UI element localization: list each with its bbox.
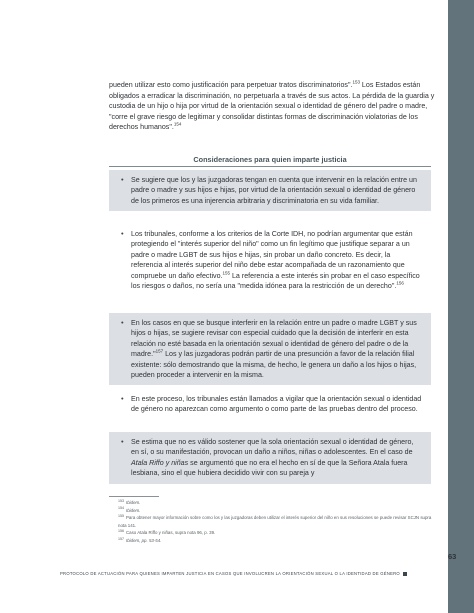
bullet-icon: • bbox=[121, 229, 124, 238]
footnote: $^{156}$ Caso Atala Riffo y niñas, supra nota 96, p. 39. bbox=[118, 528, 216, 536]
footnote: $^{154}$ Ibidem. bbox=[118, 506, 141, 513]
footnote: $^{155}$ Para obtener mayor información sobre como los y las juzgadoras deben utilizar el interés superior del niño en sus resoluciones se puede revisar SCJN supra nota 141. bbox=[118, 513, 432, 528]
consideration-item: • Se estima que no es válido sostener que la sola orientación sexual o identidad de género, en sí, o su manifestación, provocan un daño a niños, niñas o adolescentes. En el caso de Atala Riffo y niñas se argumentó que no era el hecho en sí de que la Señora Atala fuera lesbiana, sino el que hubiera decidido vivir con su pareja y bbox=[109, 432, 431, 484]
case-name: Atala Riffo y niñas bbox=[131, 458, 189, 467]
consideration-item: • Los tribunales, conforme a los criterios de la Corte IDH, no podrían argumentar que están protegiendo el "interés superior del niño" como un fin legítimo que justifique separar a un padre o madre LGBT de sus hijos e hijas, sin probar un daño concreto. Es decir, la referencia al interés superior del niño debe estar acompañada de un razonamiento que compruebe un daño efectivo.$^{155}$ La referencia a este interés sin probar en el caso específico los riesgos o daños, no sería una "medida idónea para la restricción de un derecho".$^{156}$ bbox=[121, 229, 420, 291]
side-color-band bbox=[448, 0, 474, 613]
consideration-item: • En los casos en que se busque interferir en la relación entre un padre o madre LGBT y sus hijos o hijas, se sugiere revisar con especial cuidado que la decisión de interferir en esta relación no esté basada en la orientación sexual o identidad de género del padre o de la madre."$^{157}$ Los y las juzgadoras podrán partir de una presunción a favor de la relación filial existente: sólo demostrando que la misma, de hecho, le genera un daño a los hijos o hijas, pueden proceder a intervenir en la misma. bbox=[109, 313, 431, 385]
footnote-ref[interactable]: 157 bbox=[155, 348, 164, 354]
square-icon bbox=[403, 572, 407, 576]
page-number: 63 bbox=[448, 552, 457, 561]
footnote: $^{157}$ Ibidem, pp. 53-54. bbox=[118, 536, 162, 543]
bullet-icon: • bbox=[121, 437, 124, 446]
bullet-icon: • bbox=[121, 175, 124, 184]
footnote-ref[interactable]: 155 bbox=[222, 270, 231, 276]
footnote: $^{153}$ Ibidem. bbox=[118, 498, 141, 505]
bullet-icon: • bbox=[121, 318, 124, 327]
considerations-box-title: Consideraciones para quien imparte justicia bbox=[109, 155, 431, 167]
footnote-divider bbox=[109, 496, 159, 497]
footnote-ref[interactable]: 154 bbox=[173, 122, 182, 128]
bullet-icon: • bbox=[121, 394, 124, 403]
running-footer: PROTOCOLO DE ACTUACIÓN PARA QUIENES IMPARTEN JUSTICIA EN CASOS QUE INVOLUCREN LA ORIENTACIÓN SEXUAL O LA IDENTIDAD DE GÉNERO bbox=[60, 571, 440, 576]
consideration-item: • Se sugiere que los y las juzgadoras tengan en cuenta que intervenir en la relación entre un padre o madre y sus hijos e hijas, por virtud de la orientación sexual o identidad de género de los primeros es una injerencia arbitraria y discriminatoria en su vida familiar. bbox=[109, 170, 431, 211]
footnote-ref[interactable]: 153 bbox=[352, 79, 360, 85]
footnotes bbox=[118, 499, 438, 545]
consideration-item: • En este proceso, los tribunales están llamados a vigilar que la orientación sexual o identidad de género no aparezcan como argumento o como parte de las pruebas dentro del proceso. bbox=[121, 394, 422, 414]
footnote-ref[interactable]: 156 bbox=[396, 280, 404, 286]
intro-paragraph: pueden utilizar esto como justificación para perpetuar tratos discriminatorios".$^{153}$ Los Estados están obligados a erradicar la discriminación, no perpetuarla a través de sus actos. La pérdida de la guardia y custodia de un hijo o hija por virtud de la orientación sexual o identidad de género del padre o madre, "corre el grave riesgo de legitimar y consolidar distintas formas de discriminación violatorias de los derechos humanos".$^{154}$ bbox=[109, 79, 435, 132]
